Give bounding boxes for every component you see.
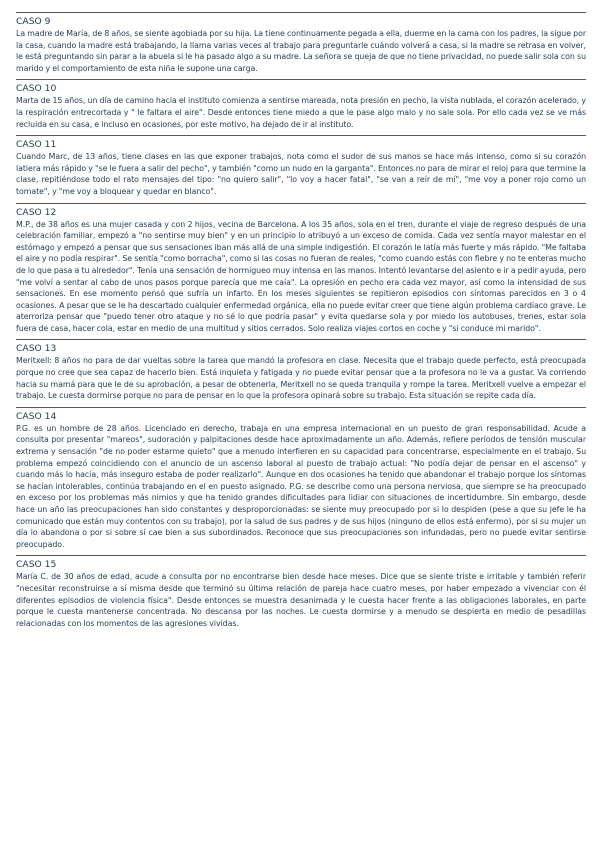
divider	[16, 555, 586, 556]
case-title: CASO 15	[16, 559, 57, 571]
case-title: CASO 11	[16, 139, 57, 151]
divider	[16, 203, 586, 204]
case-11	[16, 135, 586, 197]
case-title: CASO 9	[16, 16, 51, 27]
case-body: Meritxell: 8 años no para de dar vueltas sobre la tarea que mandó la profesora en clase. Necesita que el trabajo quede perfecto, está preocupada porque no cree que sea capaz de hacerlo bien. Está inquieta y fatigada y no puede evitar pensar que a la profesora no le va a gustar. Va corriendo hacia su mamá para que le de su aprobación, a pesar de obtenerla, Meritxell no se queda tranquila y rompe la tarea. Meritxell vuelve a empezar el trabajo. Le cuesta dormirse porque no para de pensar en lo que la profesora opinará sobre su trabajo. Esta situación se repite cada día.	[16, 356, 586, 401]
divider	[16, 79, 586, 80]
case-15	[16, 555, 586, 629]
divider	[16, 339, 586, 340]
case-9	[16, 12, 586, 74]
case-title: CASO 13	[16, 343, 57, 355]
divider	[16, 135, 586, 136]
case-title: CASO 12	[16, 206, 57, 218]
case-12	[16, 203, 586, 335]
divider	[16, 407, 586, 408]
case-body: M.P., de 38 años es una mujer casada y con 2 hijos, vecina de Barcelona. A los 35 años, sola en el tren, durante el viaje de regreso después de una celebración familiar, empezó a "no sentirse muy bien" y en un principio lo atribuyó a un exceso de comida. Cada vez sentía mayor malestar en el estómago y empezó a pensar que sus sensaciones iban más allá de una simple indigestión. El corazón le latía más fuerte y más rápido. "Me faltaba el aire y no podía respirar". Se sentía "como borracha", como si las cosas no fueran de reales, "como cuando estás con fiebre y no te enteras mucho de lo que pasa a tu alrededor". Tenía una sensación de hormigueo muy intensa en las manos. Intentó levantarse del asiento e ir a pedir ayuda, pero "me volví a sentar al cabo de unos pasos porque parecía que me caía". La opresión en pecho era cada vez mayor, así como la intensidad de sus sensaciones. En ese momento pensó que sufría un infarto. En los meses siguientes se repitieron episodios con síntomas parecidos en 3 o 4 ocasiones. A pesar que se le ha descartado cualquier enfermedad orgánica, ella no puede evitar creer que tiene algún problema cardíaco grave. Le aterroriza pensar que "puedo tener otro ataque y no sé lo que podría pasar" y evita quedarse sola y por miedo los autobuses, trenes, estar sola fuera de casa, hacer cola, estar en medio de una multitud y sitios cerrados. Solo realiza viajes cortos en coche y "si conduce mi marido".	[16, 219, 586, 333]
case-body: Marta de 15 años, un día de camino hacia el instituto comienza a sentirse mareada, nota presión en pecho, la vista nublada, el corazón acelerado, y la respiración entrecortada y " le faltara el aire". Desde entonces tiene miedo a que le pase algo malo y no sale sola. Por ello cada vez se ve más recluida en su casa, e incluso en ocasiones, por este motivo, ha dejado de ir al instituto.	[16, 96, 586, 129]
case-14	[16, 407, 586, 551]
case-body: P.G. es un hombre de 28 años. Licenciado en derecho, trabaja en una empresa internacional en un puesto de gran responsabilidad. Acude a consulta por presentar "mareos", sudoración y palpitaciones desde hace aproximadamente un año. Además, refiere períodos de tensión muscular extrema y sensación "de no poder estarme quieto" que a menudo interfieren en su capacidad para concentrarse, especialmente en el trabajo. Su problema empezó coincidiendo con el anuncio de un ascenso laboral al puesto de trabajo actual: "No podía dejar de pensar en el ascenso" y cuando más lo hacía, más inseguro estaba de poder realizarlo". Aunque en dos ocasiones ha tenido que abandonar el trabajo porque los síntomas se hacían intolerables, continúa trabajando en el en puesto asignado. P.G. se describe como una persona nerviosa, que siempre se ha preocupado en exceso por los problemas más nimios y que ha tenido grandes dificultades para lidiar con situaciones de incertidumbre. Sin embargo, desde hace un año las preocupaciones han sido constantes y desproporcionadas: se siente muy preocupado por si lo despiden (pese a que su jefe le ha comunicado que están muy contentos con su trabajo), por la salud de sus padres y de sus hijos (ninguno de ellos está enfermo), por si su mujer un día lo abandona o por si sobre sí cae bien a sus subordinados. Reconoce que sus preocupaciones son infundadas, pero no puede evitar sentirse preocupado.	[16, 423, 586, 549]
case-title: CASO 14	[16, 410, 57, 422]
case-title: CASO 10	[16, 83, 57, 95]
case-10	[16, 79, 586, 130]
case-13	[16, 339, 586, 401]
case-body: La madre de María, de 8 años, se siente agobiada por su hija. La tiene continuamente pegada a ella, duerme en la cama con los padres, la sigue por la casa, cuando la madre está trabajando, la llama varias veces al trabajo para preguntarle cuándo volverá a casa, si la madre se retrasa en volver, le está preguntando sin parar a la abuela si le ha pasado algo a su madre. La señora se queja de que no tiene privacidad, no puede salir sola con su marido y el comportamiento de esta niña le supone una carga.	[16, 29, 586, 73]
case-body: María C. de 30 años de edad, acude a consulta por no encontrarse bien desde hace meses. Dice que se siente triste e irritable y también referir "necesitar reconstruirse a sí misma desde que terminó su última relación de pareja hace cuatro meses, por haber empezado a vivenciar con él diferentes episodios de violencia física". Desde entonces se muestra desanimada y le cuesta hacer frente a las obligaciones laborales, en parte porque le cuesta mantenerse concentrada. No descansa por las noches. Le cuesta dormirse y a menudo se despierta en medio de pesadillas relacionadas con los momentos de las agresiones vividas.	[16, 572, 586, 628]
divider	[16, 12, 586, 13]
case-body: Cuando Marc, de 13 años, tiene clases en las que exponer trabajos, nota como el sudor de sus manos se hace más intenso, como si su corazón latiera más rápido y "se le fuera a salir del pecho", y también "como un nudo en la garganta". Entonces no para de mirar el reloj para que termine la clase, repitiéndose todo el rato mensajes del tipo: "no quiero salir", "lo voy a hacer fatal", "se van a reír de mí", "me voy a poner rojo como un tomate", y "me voy a bloquear y quedar en blanco".	[16, 152, 586, 196]
